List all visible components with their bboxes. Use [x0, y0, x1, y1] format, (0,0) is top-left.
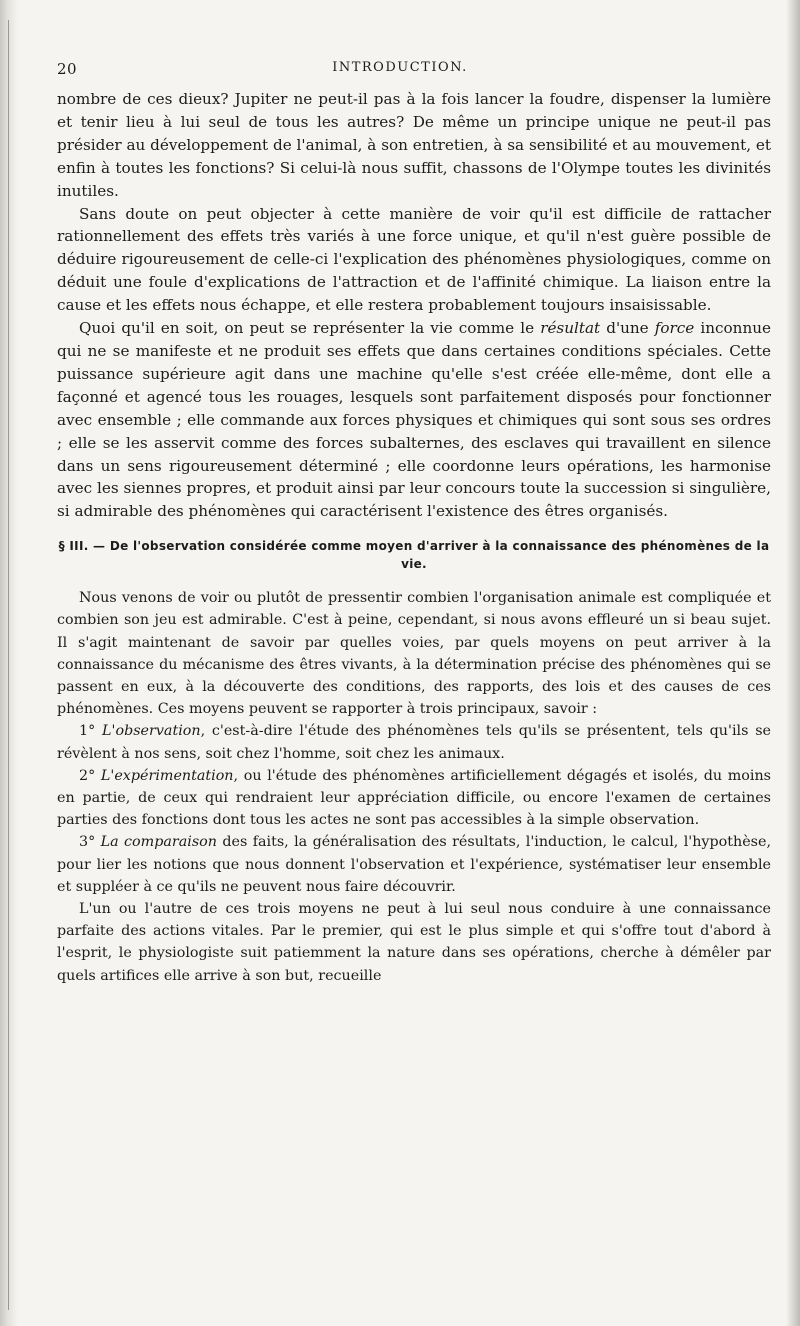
text-run: Quoi qu'il en soit, on peut se représenter la vie comme le — [79, 319, 541, 338]
paragraph: L'un ou l'autre de ces trois moyens ne peut à lui seul nous conduire à une connaissance parfaite des actions vitales. Par le premier, qui est le plus simple et qui s'offre tout d'abord à l'esprit, le physiologiste suit patiemment la nature dans ses opérations, cherche à démêler par quels artifices elle arrive à son but, recueille — [57, 901, 771, 984]
list-item — [57, 720, 771, 764]
list-item — [57, 831, 771, 898]
list-number: 1° — [79, 723, 103, 740]
paragraph — [57, 317, 771, 523]
page-body — [57, 88, 771, 987]
section-heading: § III. — De l'observation considérée comme moyen d'arriver à la connaissance des phénomènes de la vie. — [58, 539, 770, 572]
paragraph: nombre de ces dieux? Jupiter ne peut-il pas à la fois lancer la foudre, dispenser la lumière et tenir lieu à lui seul de tous les autres? De même un principe unique ne peut-il pas présider au développement de l'animal, à son entretien, à sa sensibilité et au mouvement, et enfin à toutes les fonctions? Si celui-là nous suffit, chassons de l'Olympe toutes les divinités inutiles. — [57, 90, 771, 200]
running-head: INTRODUCTION. — [332, 60, 468, 75]
page-right-edge — [786, 0, 800, 1326]
italic-term: L'observation — [102, 723, 201, 740]
page-header — [0, 60, 800, 84]
paragraph: Nous venons de voir ou plutôt de pressentir combien l'organisation animale est compliquée et combien son jeu est admirable. C'est à peine, cependant, si nous avons effleuré un si beau sujet. Il s'agit maintenant de savoir par quelles voies, par quels moyens on peut arriver à la connaissance du mécanisme des êtres vivants, à la détermination précise des phénomènes qui se passent en eux, à la découverte des conditions, des rapports, des lois et des causes de ces phénomènes. Ces moyens peuvent se rapporter à trois principaux, savoir : — [57, 590, 771, 718]
italic-term: La comparaison — [100, 834, 217, 851]
text-run: , c'est-à-dire l'étude des phénomènes tels qu'ils se présentent, tels qu'ils se révèlent à nos sens, soit chez l'homme, soit chez les animaux. — [57, 723, 772, 762]
italic-term: résultat — [540, 319, 601, 338]
section-body — [57, 587, 771, 987]
text-run: , ou l'étude des phénomènes artificiellement dégagés et isolés, du moins en partie, de ceux qui rendraient leur appréciation difficile, ou encore l'examen de certaines parties des fonctions dont tous les actes ne sont pas accessibles à la simple observation. — [57, 767, 772, 829]
list-number: 2° — [79, 767, 101, 784]
page-gutter-shadow — [0, 0, 18, 1326]
list-number: 3° — [79, 834, 101, 851]
italic-term: force — [654, 319, 695, 338]
text-run: des faits, la généralisation des résultats, l'induction, le calcul, l'hypothèse, pour lier les notions que nous donnent l'observation et l'expérience, systématiser leur ensemble et suppléer à ce qu'ils ne peuvent nous faire découvrir. — [57, 834, 771, 895]
page-number: 20 — [57, 60, 78, 78]
italic-term: L'expérimentation — [100, 767, 234, 784]
text-run: inconnue qui ne se manifeste et ne produit ses effets que dans certaines conditions spéciales. Cette puissance supérieure agit dans une machine qu'elle s'est créée elle-même, dont elle a façonné et agencé tous les rouages, lesquels sont parfaitement disposés pour fonctionner avec ensemble ; elle commande aux forces physiques et chimiques qui sont sous ses ordres ; elle se les asservit comme des forces subalternes, des esclaves qui travaillent en silence dans un sens rigoureusement déterminé ; elle coordonne leurs opérations, les harmonise avec les siennes propres, et produit ainsi par leur concours toute la succession si singulière, si admirable des phénomènes qui caractérisent l'existence des êtres organisés. — [57, 319, 772, 521]
text-run: d'une — [600, 319, 655, 338]
list-item — [57, 765, 771, 832]
paragraph: Sans doute on peut objecter à cette manière de voir qu'il est difficile de rattacher rationnellement des effets très variés à une force unique, et qu'il n'est guère possible de déduire rigoureusement de celle-ci l'explication des phénomènes physiologiques, comme on déduit une foule d'explications de l'attraction et de l'affinité chimique. La liaison entre la cause et les effets nous échappe, et elle restera probablement toujours insaisissable. — [57, 204, 771, 315]
gutter-line — [8, 20, 9, 1310]
